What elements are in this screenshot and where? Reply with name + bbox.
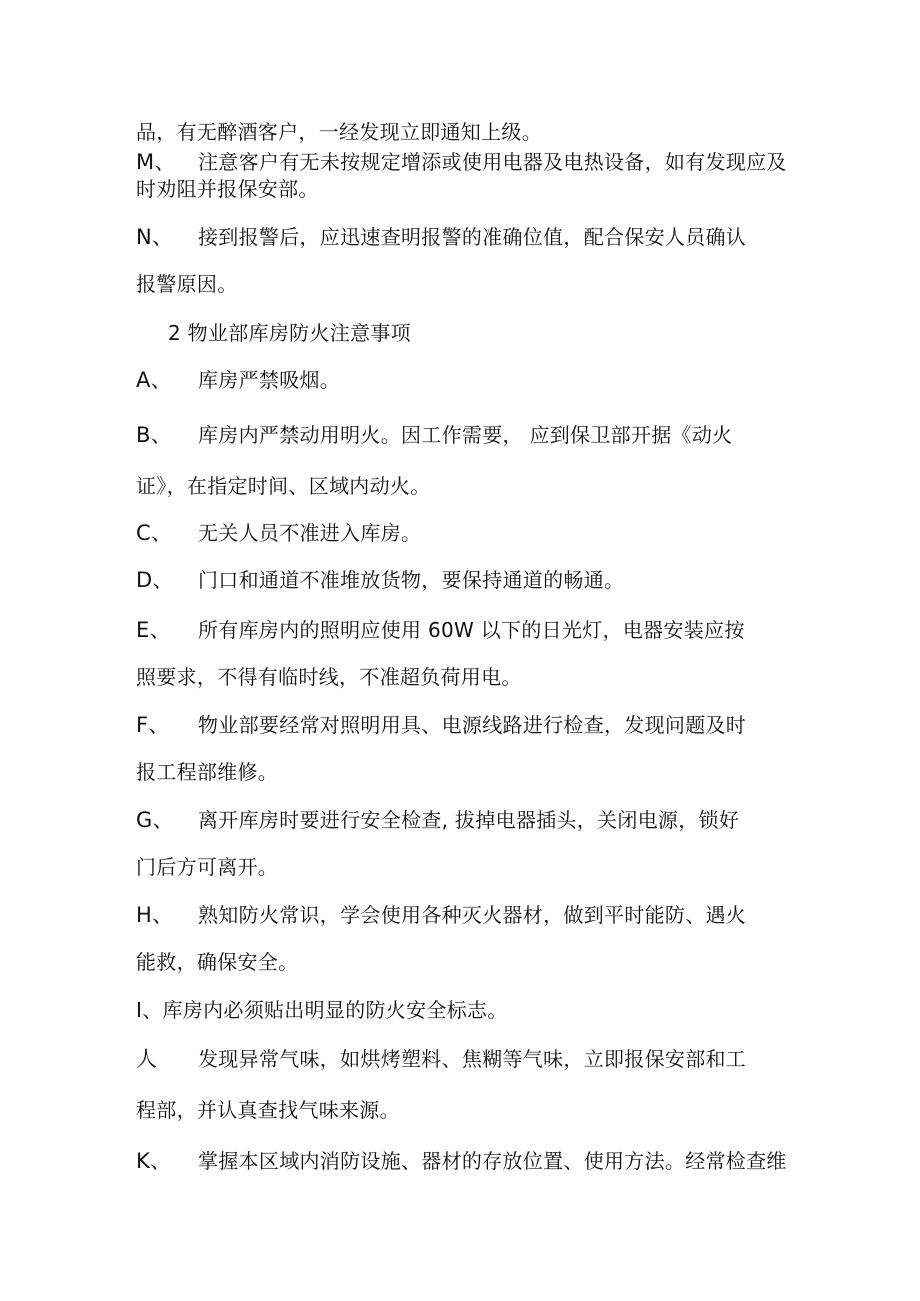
text-line [136, 663, 522, 691]
item-label: H、 [136, 903, 174, 927]
item-label: N、 [136, 225, 174, 249]
item-label: C、 [136, 521, 173, 545]
item-text: 离开库房时要进行安全检查, 拔掉电器插头，关闭电源，锁好 [198, 808, 740, 832]
line-text: 程部，并认真查找气味来源。 [136, 1098, 400, 1122]
list-item-a [136, 366, 340, 394]
line-text: 照要求，不得有临时线，不准超负荷用电。 [136, 665, 522, 689]
line-text: 报警原因。 [136, 272, 238, 296]
text-line [136, 758, 278, 786]
list-item-e [136, 616, 745, 644]
list-item-h [136, 901, 746, 929]
text-line [136, 118, 542, 146]
item-text: 接到报警后，应迅速查明报警的准确位值，配合保安人员确认 [198, 225, 747, 249]
item-label: B、 [136, 423, 173, 447]
item-text: 库房严禁吸烟。 [198, 368, 341, 392]
item-label: K、 [136, 1149, 172, 1173]
line-text: 证》，在指定时间、区域内动火。 [136, 474, 431, 498]
item-text: 注意客户有无未按规定增添或使用电器及电热设备，如有发现应及 [198, 150, 787, 174]
item-label: M、 [136, 150, 176, 174]
list-item-k [136, 1147, 787, 1175]
item-text: 掌握本区域内消防设施、器材的存放位置、使用方法。经常检查维 [198, 1149, 787, 1173]
item-label: D、 [136, 568, 174, 592]
section-title-text: 2 物业部库房防火注意事项 [168, 321, 411, 345]
text-line [136, 1096, 400, 1124]
line-text: 能救，确保安全。 [136, 950, 299, 974]
item-text: 熟知防火常识，学会使用各种灭火器材，做到平时能防、遇火 [198, 903, 747, 927]
line-text: 报工程部维修。 [136, 760, 279, 784]
list-item-d [136, 566, 624, 594]
list-item-m [136, 148, 787, 176]
text-line [136, 270, 238, 298]
item-text: 门口和通道不准堆放货物，要保持通道的畅通。 [198, 568, 625, 592]
item-label: E、 [136, 618, 171, 642]
item-text: 物业部要经常对照明用具、电源线路进行检查，发现问题及时 [198, 713, 747, 737]
item-text: 库房内严禁动用明火。因工作需要， 应到保卫部开据《动火 [198, 423, 733, 447]
text-line [136, 472, 431, 500]
line-text: 时劝阻并报保安部。 [136, 177, 319, 201]
list-item-c [136, 519, 421, 547]
text-line [136, 948, 298, 976]
item-label: F、 [136, 713, 170, 737]
line-text: 门后方可离开。 [136, 855, 279, 879]
list-item-j [136, 1045, 746, 1073]
item-text: 所有库房内的照明应使用 60W 以下的日光灯，电器安装应按 [198, 618, 745, 642]
list-item-b [136, 421, 732, 449]
item-text: 发现异常气味，如烘烤塑料、焦糊等气味，立即报保安部和工 [198, 1047, 747, 1071]
text-line [136, 853, 278, 881]
section-title [168, 319, 411, 347]
line-text: 品，有无醉酒客户，一经发现立即通知上级。 [136, 120, 542, 144]
item-label: G、 [136, 808, 174, 832]
list-item-i [136, 996, 508, 1024]
item-label: A、 [136, 368, 172, 392]
item-text: 无关人员不准进入库房。 [198, 521, 422, 545]
item-label: 人 [136, 1047, 158, 1071]
text-line [136, 175, 319, 203]
list-item-g [136, 806, 739, 834]
list-item-f [136, 711, 746, 739]
item-text: I、库房内必须贴出明显的防火安全标志。 [136, 998, 508, 1022]
list-item-n [136, 223, 746, 251]
